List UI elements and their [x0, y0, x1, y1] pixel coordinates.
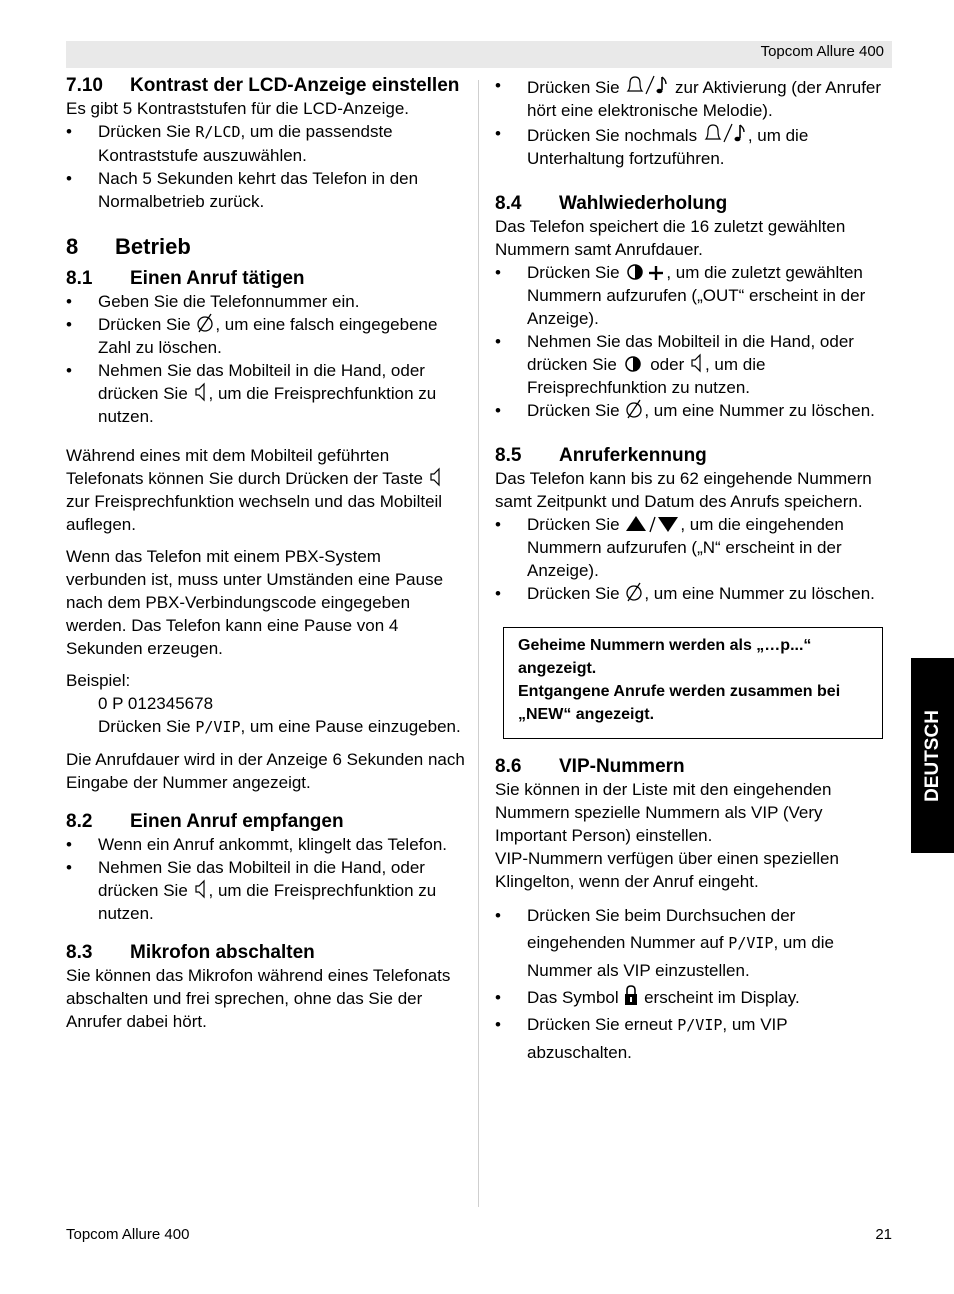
- left-column: [66, 74, 466, 1033]
- call-icon: [622, 355, 646, 373]
- paragraph: VIP-Nummern verfügen über einen speziellen Klingelton, wenn der Anruf eingeht.: [495, 849, 839, 891]
- section-8-2-heading: 8.2 Einen Anruf empfangen: [66, 811, 344, 832]
- header-title: Topcom Allure 400: [760, 43, 884, 60]
- chapter-number: 8: [66, 234, 79, 259]
- example-instruction: Drücken Sie P/VIP, um eine Pause einzugeben.: [98, 717, 461, 736]
- key-p-vip: P/VIP: [677, 1016, 723, 1034]
- note-line: Geheime Nummern werden als „…p...“ angezeigt.: [518, 637, 812, 677]
- section-8-1-heading: 8.1 Einen Anruf tätigen: [66, 268, 305, 289]
- up-down-arrow-icon: [624, 515, 680, 533]
- section-number: 7.10: [66, 75, 103, 96]
- list-item: • Drücken Sie , um eine Nummer zu löschen.: [495, 401, 875, 420]
- list-item: • Nach 5 Sekunden kehrt das Telefon in den Normalbetrieb zurück.: [66, 169, 419, 211]
- delete-icon: [624, 399, 644, 419]
- paragraph: Während eines mit dem Mobilteil geführten Telefonats können Sie durch Drücken der Taste zur Freisprechfunktion wechseln und das Mobilteil auflegen.: [66, 446, 443, 534]
- example-label: Beispiel:: [66, 671, 131, 690]
- delete-icon: [624, 582, 644, 602]
- list-item: • Drücken Sie , um eine Nummer zu löschen.: [495, 584, 875, 603]
- list-item: • Nehmen Sie das Mobilteil in die Hand, oder drücken Sie , um die Freisprechfunktion zu nutzen.: [66, 858, 437, 923]
- paragraph: Sie können in der Liste mit den eingehenden Nummern spezielle Nummern als VIP (Very Important Person) einstellen.: [495, 780, 832, 845]
- list-item: • Drücken Sie beim Durchsuchen der eingehenden Nummer auf P/VIP, um die Nummer als VIP einzustellen.: [495, 906, 834, 980]
- speaker-icon: [689, 353, 705, 373]
- note-line: Entgangene Anrufe werden zusammen bei „NEW“ angezeigt.: [518, 683, 841, 723]
- paragraph: Wenn das Telefon mit einem PBX-System verbunden ist, muss unter Umständen eine Pause nach dem PBX-Verbindungscode eingegeben werden. Das Telefon kann eine Pause von 4 Sekunden erzeugen.: [66, 547, 444, 658]
- section-8-6-heading: 8.6 VIP-Nummern: [495, 756, 685, 777]
- speaker-icon: [428, 467, 444, 487]
- footer-title: Topcom Allure 400: [66, 1226, 190, 1243]
- section-title: Kontrast der LCD-Anzeige einstellen: [130, 75, 460, 96]
- speaker-icon: [193, 382, 209, 402]
- bell-melody-icon: [702, 122, 748, 144]
- paragraph: Das Telefon kann bis zu 62 eingehende Nummern samt Zeitpunkt und Datum des Anrufs speichern.: [495, 469, 872, 511]
- paragraph: Das Telefon speichert die 16 zuletzt gewählten Nummern samt Anrufdauer.: [495, 217, 846, 259]
- page-number: 21: [875, 1226, 892, 1243]
- list-item: • Drücken Sie , um die eingehenden Nummern aufzurufen („N“ erscheint in der Anzeige).: [495, 515, 844, 580]
- chapter-title: Betrieb: [115, 234, 191, 259]
- list-item: • Drücken Sie zur Aktivierung (der Anrufer hört eine elektronische Melodie).: [495, 76, 882, 120]
- speaker-icon: [193, 879, 209, 899]
- key-p-vip: P/VIP: [728, 934, 774, 952]
- list-item: • Drücken Sie erneut P/VIP, um VIP abzuschalten.: [495, 1015, 788, 1062]
- language-tab-label: DEUTSCH: [921, 709, 943, 802]
- header-bar: [66, 41, 892, 68]
- list-item: • Geben Sie die Telefonnummer ein.: [66, 292, 360, 311]
- paragraph: Sie können das Mikrofon während eines Telefonats abschalten und frei sprechen, ohne das Sie der Anrufer dabei hört.: [66, 966, 451, 1031]
- example-number: 0 P 012345678: [98, 694, 214, 713]
- call-plus-icon: [624, 263, 666, 281]
- list-item: • Das Symbol erscheint im Display.: [495, 984, 895, 1011]
- list-item: • Drücken Sie nochmals , um die Unterhaltung fortzuführen.: [495, 124, 809, 168]
- list-item: • Nehmen Sie das Mobilteil in die Hand, oder drücken Sie oder , um die Freisprechfunktion zu nutzen.: [495, 332, 854, 397]
- chapter-8-heading: [66, 235, 466, 258]
- list-item: • Drücken Sie , um eine falsch eingegebene Zahl zu löschen.: [66, 315, 438, 357]
- lock-icon: [623, 984, 639, 1006]
- section-8-4-heading: 8.4 Wahlwiederholung: [495, 193, 728, 214]
- right-column: [495, 74, 895, 1066]
- delete-icon: [195, 313, 215, 333]
- list-item: • Drücken Sie , um die zuletzt gewählten Nummern aufzurufen („OUT“ erscheint in der Anzeige).: [495, 263, 866, 328]
- key-r-lcd: R/LCD: [195, 123, 241, 141]
- section-7-10-heading: [66, 74, 466, 97]
- list-item: • Nehmen Sie das Mobilteil in die Hand, oder drücken Sie , um die Freisprechfunktion zu nutzen.: [66, 361, 437, 426]
- list-item: • Wenn ein Anruf ankommt, klingelt das Telefon.: [66, 835, 448, 854]
- paragraph: Die Anrufdauer wird in der Anzeige 6 Sekunden nach Eingabe der Nummer angezeigt.: [66, 750, 465, 792]
- column-divider: [478, 80, 479, 1207]
- language-tab: [911, 658, 954, 853]
- paragraph: Es gibt 5 Kontraststufen für die LCD-Anzeige.: [66, 99, 410, 118]
- list-item: • Drücken Sie R/LCD, um die passendste Kontraststufe auszuwählen.: [66, 122, 393, 165]
- key-p-vip: P/VIP: [195, 718, 241, 736]
- bell-melody-icon: [624, 74, 670, 96]
- section-8-5-heading: 8.5 Anruferkennung: [495, 445, 707, 466]
- section-8-3-heading: 8.3 Mikrofon abschalten: [66, 942, 315, 963]
- note-box: [503, 627, 883, 739]
